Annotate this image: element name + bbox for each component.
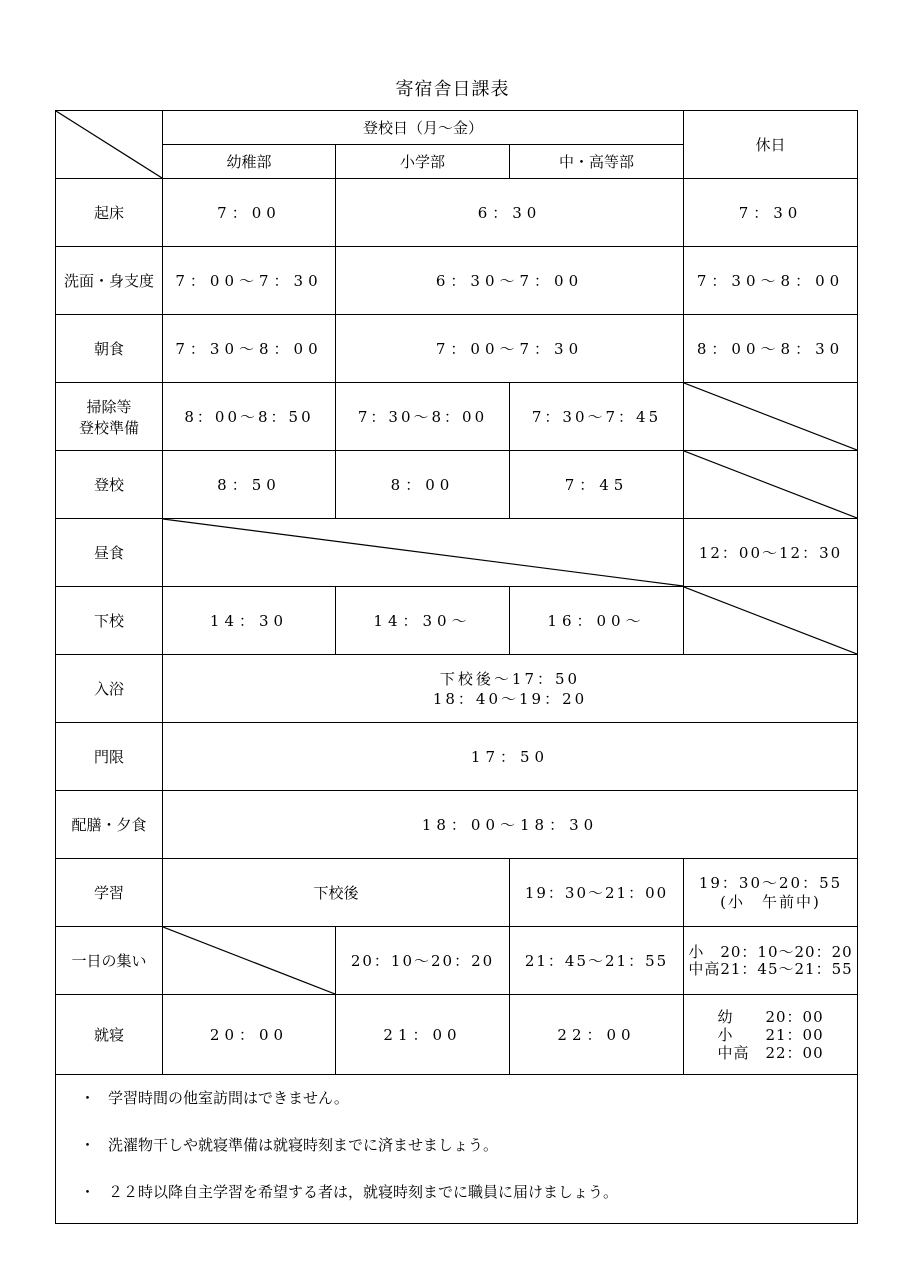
table-row: [56, 655, 858, 723]
diagonal-line: [684, 383, 857, 450]
empty-cell: [684, 383, 858, 451]
note-item: [56, 1169, 857, 1216]
time-cell: 19：30～21：00: [510, 859, 684, 927]
row-label: 門限: [56, 723, 163, 791]
time-line: 18：40～19：20: [432, 689, 588, 708]
row-label: 配膳・夕食: [56, 791, 163, 859]
row-label: [56, 383, 163, 451]
row-label: 洗面・身支度: [56, 247, 163, 315]
row-label: 朝食: [56, 315, 163, 383]
empty-cell: [684, 451, 858, 519]
time-cell: 22：00: [510, 995, 684, 1075]
time-cell: 20：00: [163, 995, 336, 1075]
time-line: 幼 20：00: [717, 1007, 824, 1026]
row-label: 就寝: [56, 995, 163, 1075]
time-cell: [684, 995, 858, 1075]
row-label: 学習: [56, 859, 163, 927]
diagonal-line: [163, 519, 683, 586]
note-text: ２２時以降自主学習を希望する者は，就寝時刻までに職員に届けましょう。: [108, 1183, 619, 1201]
corner-cell: [56, 111, 163, 179]
time-cell: 6：30～7：00: [336, 247, 684, 315]
diagonal-line: [163, 927, 335, 994]
table-row: [56, 383, 858, 451]
time-cell: 7：00～7：30: [336, 315, 684, 383]
time-cell: 8：00: [336, 451, 510, 519]
bullet: ・: [80, 1089, 96, 1107]
table-row: [56, 247, 858, 315]
time-cell: 7：30: [684, 179, 858, 247]
time-line: 小 21：00: [717, 1025, 824, 1044]
row-label-line: 登校準備: [78, 418, 139, 437]
time-cell: 16：00～: [510, 587, 684, 655]
diagonal-line: [56, 111, 162, 178]
notes-row: [56, 1075, 858, 1224]
time-cell: 7：30～8：00: [684, 247, 858, 315]
notes-cell: [56, 1075, 858, 1224]
empty-cell: [684, 587, 858, 655]
time-line: 中高 22：00: [717, 1043, 824, 1062]
time-cell: 7：45: [510, 451, 684, 519]
table-row: [56, 519, 858, 587]
time-cell: [684, 859, 858, 927]
time-cell: 21：00: [336, 995, 510, 1075]
time-cell: 21：45～21：55: [510, 927, 684, 995]
row-label: 登校: [56, 451, 163, 519]
row-label: 下校: [56, 587, 163, 655]
time-cell: 7：00: [163, 179, 336, 247]
time-cell: [684, 927, 858, 995]
diagonal-line: [684, 587, 857, 654]
diagonal-line: [684, 451, 857, 518]
table-row: [56, 179, 858, 247]
time-cell: 14：30: [163, 587, 336, 655]
table-row: [56, 315, 858, 383]
row-label: 昼食: [56, 519, 163, 587]
time-cell: 6：30: [336, 179, 684, 247]
time-cell: 下校後: [163, 859, 510, 927]
row-label: 入浴: [56, 655, 163, 723]
time-line: 19：30～20：55: [698, 873, 843, 892]
time-cell: 14：30～: [336, 587, 510, 655]
time-cell: 7：30～8：00: [336, 383, 510, 451]
note-text: 洗濯物干しや就寝準備は就寝時刻までに済ませましょう。: [108, 1136, 499, 1154]
table-row: [56, 995, 858, 1075]
note-text: 学習時間の他室訪問はできません。: [108, 1089, 349, 1107]
note-item: [56, 1075, 857, 1122]
time-cell: 7：00～7：30: [163, 247, 336, 315]
row-label: 一日の集い: [56, 927, 163, 995]
table-row: [56, 859, 858, 927]
time-cell: 17：50: [163, 723, 858, 791]
time-cell: 18：00～18：30: [163, 791, 858, 859]
time-cell: 12：00～12：30: [684, 519, 858, 587]
time-line: 中高21：45～21：55: [688, 959, 853, 978]
header-row-1: [56, 111, 858, 145]
secondary-header: 中・高等部: [510, 145, 684, 179]
table-row: [56, 451, 858, 519]
kinder-header: 幼稚部: [163, 145, 336, 179]
note-item: [56, 1122, 857, 1169]
table-row: [56, 791, 858, 859]
schedule-table: [55, 110, 858, 1224]
bullet: ・: [80, 1136, 96, 1154]
time-cell: 8：50: [163, 451, 336, 519]
time-line: (小 午前中): [720, 892, 821, 911]
time-cell: [163, 655, 858, 723]
time-cell: 8：00～8：50: [163, 383, 336, 451]
time-cell: 20：10～20：20: [336, 927, 510, 995]
row-label: 起床: [56, 179, 163, 247]
school-days-header: 登校日（月～金）: [163, 111, 684, 145]
time-cell: 7：30～8：00: [163, 315, 336, 383]
page-title: 寄宿舎日課表: [395, 79, 510, 100]
empty-cell: [163, 519, 684, 587]
bullet: ・: [80, 1183, 96, 1201]
row-label-line: 掃除等: [86, 397, 132, 416]
time-line: 小 20：10～20：20: [688, 942, 853, 961]
empty-cell: [163, 927, 336, 995]
elementary-header: 小学部: [336, 145, 510, 179]
time-cell: 7：30～7：45: [510, 383, 684, 451]
holiday-header: 休日: [684, 111, 858, 179]
table-row: [56, 927, 858, 995]
table-row: [56, 587, 858, 655]
time-line: 下校後～17：50: [439, 669, 581, 688]
table-row: [56, 723, 858, 791]
time-cell: 8：00～8：30: [684, 315, 858, 383]
